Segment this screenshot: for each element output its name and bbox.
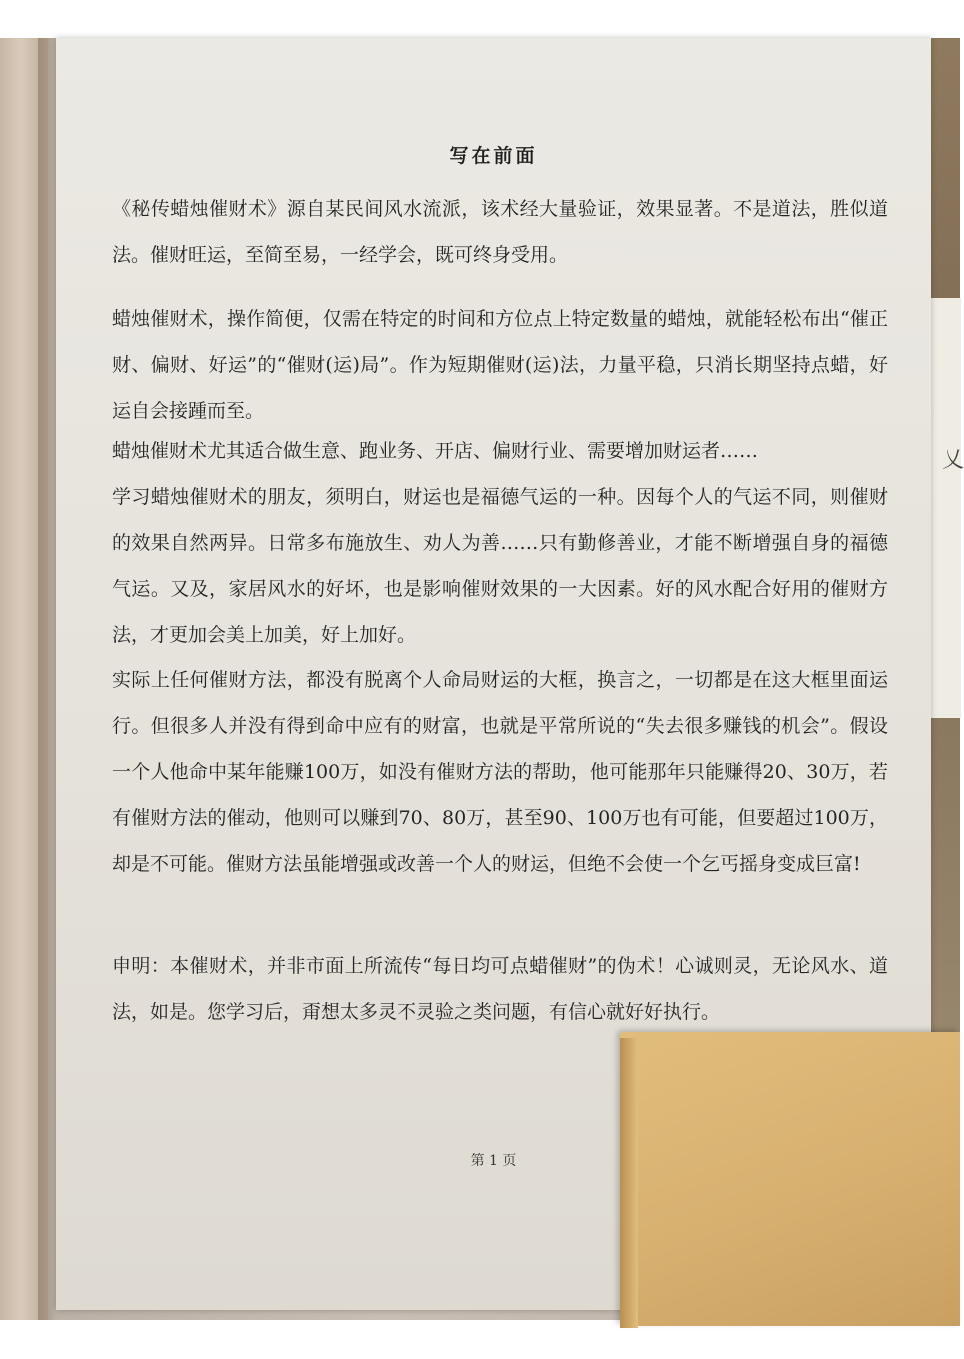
paragraph-destiny-frame: 实际上任何催财方法，都没有脱离个人命局财运的大框，换言之，一切都是在这大框里面运行。但很多人并没有得到命中应有的财富，也就是平常所说的“失去很多赚钱的机会”。假设一个人他命中某年能赚100万，如没有催财方法的帮助，他可能那年只能赚得20、30万，若有催财方法的催动，他则可以赚到70、80万，甚至90、100万也有可能，但要超过100万，却是不可能。催财方法虽能增强或改善一个人的财运，但绝不会使一个乞丐摇身变成巨富!	[112, 669, 888, 875]
paragraph-suitable-for: 蜡烛催财术尤其适合做生意、跑业务、开店、偏财行业、需要增加财运者……	[112, 440, 759, 462]
paragraph-intro: 《秘传蜡烛催财术》源自某民间风水流派，该术经大量验证，效果显著。不是道法，胜似道法。催财旺运，至简至易，一经学会，既可终身受用。	[112, 198, 888, 266]
page-number: 第 1 页	[470, 1153, 517, 1169]
paragraph-operation: 蜡烛催财术，操作简便，仅需在特定的时间和方位点上特定数量的蜡烛，就能轻松布出“催正财、偏财、好运”的“催财(运)局”。作为短期催财(运)法，力量平稳，只消长期坚持点蜡，好运自会接踵而至。	[112, 308, 888, 422]
yellow-paper-fold-edge	[620, 1038, 638, 1328]
book-spine-shadow	[38, 38, 56, 1320]
paragraph-declaration: 申明：本催财术，并非市面上所流传“每日均可点蜡催财”的伪术！心诚则灵，无论风水、道法，如是。您学习后，甭想太多灵不灵验之类问题，有信心就好好执行。	[112, 955, 888, 1023]
page-title: 写在前面	[449, 145, 538, 167]
photo-background	[0, 38, 964, 1320]
folded-yellow-paper	[620, 1032, 960, 1326]
paragraph-fortune-virtue: 学习蜡烛催财术的朋友，须明白，财运也是福德气运的一种。因每个人的气运不同，则催财的效果自然两异。日常多布施放生、劝人为善……只有勤修善业，才能不断增强自身的福德气运。又及，家居风水的好坏，也是影响催财效果的一大因素。好的风水配合好用的催财方法，才更加会美上加美，好上加好。	[112, 486, 888, 646]
side-note-mark: 乂	[942, 448, 964, 473]
side-note-paper	[930, 298, 961, 718]
